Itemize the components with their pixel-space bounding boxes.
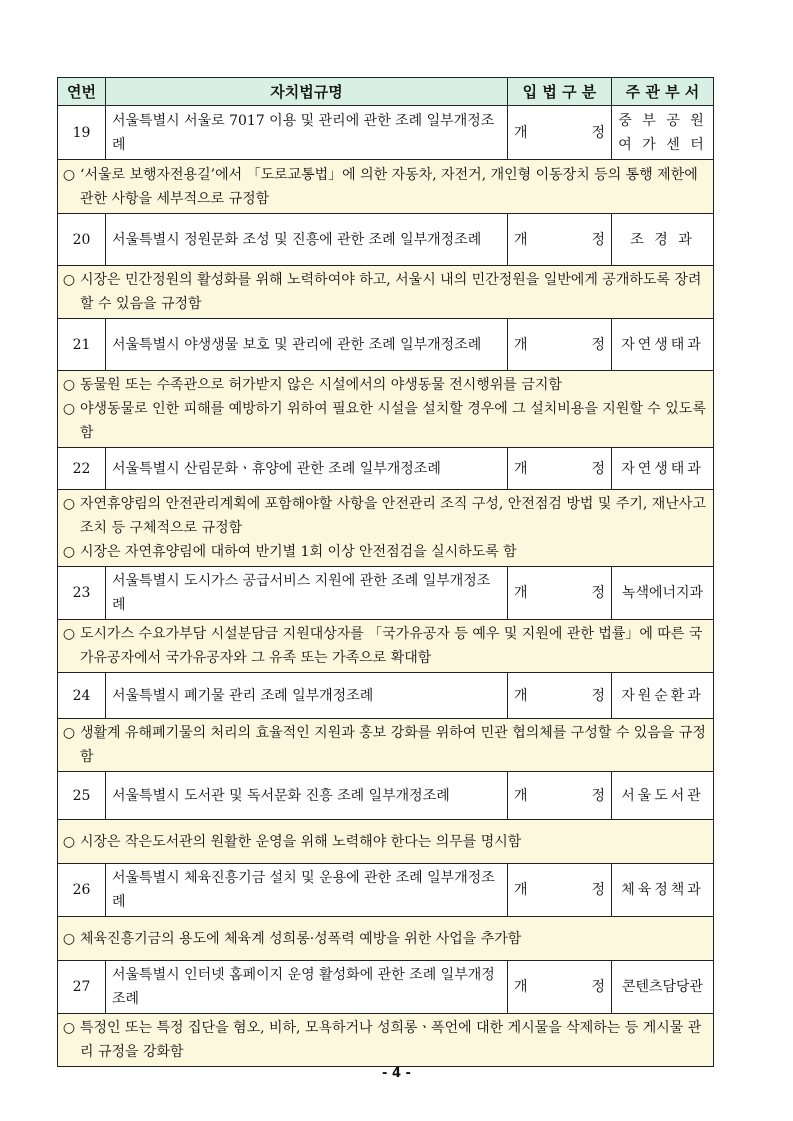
- table-row: [58, 673, 714, 719]
- responsible-department: 녹색에너지과: [612, 567, 714, 620]
- legislation-type-char-2: 정: [591, 882, 605, 898]
- row-number: 20: [58, 214, 106, 266]
- description-item: [62, 830, 707, 854]
- circle-bullet-icon: ○: [62, 377, 76, 393]
- description-cell: [58, 1014, 714, 1067]
- legislation-type-char-1: 개: [514, 336, 528, 353]
- row-number: 27: [58, 961, 106, 1014]
- description-item: [62, 1016, 707, 1064]
- description-text: 시장은 자연휴양림에 대하여 반기별 1회 이상 안전점검을 실시하도록 함: [80, 544, 517, 560]
- ordinance-name: 서울특별시 정원문화 조성 및 진흥에 관한 조례 일부개정조례: [106, 214, 508, 266]
- description-row: [58, 490, 714, 567]
- circle-bullet-icon: ○: [62, 725, 76, 741]
- circle-bullet-icon: ○: [62, 496, 76, 512]
- header-ordinance-name: 자치법규명: [106, 78, 508, 106]
- legislation-type-char-1: 개: [514, 585, 528, 601]
- legislation-type: [508, 106, 612, 160]
- legislation-type-char-2: 정: [591, 585, 605, 601]
- ordinance-name: 서울특별시 체육진흥기금 설치 및 운용에 관한 조례 일부개정조례: [106, 864, 508, 917]
- row-number: 22: [58, 448, 106, 490]
- ordinance-name: 서울특별시 도시가스 공급서비스 지원에 관한 조례 일부개정조례: [106, 567, 508, 620]
- responsible-department: 중 부 공 원 여 가 센 터: [612, 106, 714, 160]
- description-item: [62, 373, 707, 397]
- table-row: [58, 319, 714, 371]
- responsible-department: 체육정책과: [612, 864, 714, 917]
- table-row: [58, 448, 714, 490]
- ordinance-name: 서울특별시 서울로 7017 이용 및 관리에 관한 조례 일부개정조례: [106, 106, 508, 160]
- ordinance-name: 서울특별시 산림문화ㆍ휴양에 관한 조례 일부개정조례: [106, 448, 508, 490]
- circle-bullet-icon: ○: [62, 930, 76, 947]
- description-row: [58, 719, 714, 772]
- description-item: [62, 397, 707, 445]
- legislation-type: [508, 772, 612, 820]
- description-item: [62, 268, 707, 316]
- row-number: 24: [58, 673, 106, 719]
- legislation-type-char-1: 개: [514, 124, 528, 141]
- table-row: [58, 772, 714, 820]
- circle-bullet-icon: ○: [62, 401, 76, 417]
- circle-bullet-icon: ○: [62, 166, 76, 183]
- table-row: [58, 106, 714, 160]
- description-text: 시장은 작은도서관의 원활한 운영을 위해 노력해야 한다는 의무를 명시함: [80, 833, 522, 850]
- description-row: [58, 1014, 714, 1067]
- ordinance-name: 서울특별시 인터넷 홈페이지 운영 활성화에 관한 조례 일부개정조례: [106, 961, 508, 1014]
- legislation-type: [508, 673, 612, 719]
- description-text: 체육진흥기금의 용도에 체육계 성희롱·성폭력 예방을 위한 사업을 추가함: [80, 930, 522, 947]
- responsible-department: 자연생태과: [612, 319, 714, 371]
- legislation-type-char-2: 정: [591, 787, 605, 804]
- description-item: [62, 492, 707, 540]
- description-row: [58, 820, 714, 864]
- row-number: 19: [58, 106, 106, 160]
- table-header-row: [58, 78, 714, 106]
- description-cell: [58, 820, 714, 864]
- circle-bullet-icon: ○: [62, 833, 76, 850]
- circle-bullet-icon: ○: [62, 544, 76, 560]
- legislation-type: [508, 448, 612, 490]
- row-number: 21: [58, 319, 106, 371]
- description-row: [58, 620, 714, 673]
- description-row: [58, 266, 714, 319]
- description-cell: [58, 490, 714, 567]
- description-row: [58, 371, 714, 448]
- description-item: [62, 721, 707, 769]
- legislation-type: [508, 864, 612, 917]
- header-legislation-type: 입 법 구 분: [508, 78, 612, 106]
- description-row: [58, 917, 714, 961]
- description-cell: [58, 266, 714, 319]
- description-item: [62, 622, 707, 670]
- row-number: 26: [58, 864, 106, 917]
- header-number: 연번: [58, 78, 106, 106]
- legislation-type-char-2: 정: [591, 231, 605, 248]
- circle-bullet-icon: ○: [62, 272, 76, 288]
- responsible-department: 자원순환과: [612, 673, 714, 719]
- description-item: [62, 927, 707, 951]
- legislation-type: [508, 214, 612, 266]
- legislation-type-char-1: 개: [514, 231, 528, 248]
- ordinance-name: 서울특별시 폐기물 관리 조례 일부개정조례: [106, 673, 508, 719]
- ordinance-name: 서울특별시 도서관 및 독서문화 진흥 조례 일부개정조례: [106, 772, 508, 820]
- table-row: [58, 864, 714, 917]
- description-cell: [58, 160, 714, 214]
- legislation-type-char-2: 정: [591, 979, 605, 995]
- law-table-container: [57, 77, 713, 1067]
- legislation-type: [508, 567, 612, 620]
- row-number: 25: [58, 772, 106, 820]
- table-row: [58, 961, 714, 1014]
- description-text: 특정인 또는 특정 집단을 혐오, 비하, 모욕하거나 성희롱ㆍ폭언에 대한 게시물을 삭제하는 등 게시물 관리 규정을 강화함: [80, 1020, 702, 1060]
- legislation-type-char-2: 정: [591, 460, 605, 477]
- row-number: 23: [58, 567, 106, 620]
- responsible-department: 콘텐츠담당관: [612, 961, 714, 1014]
- description-text: 동물원 또는 수족관으로 허가받지 않은 시설에서의 야생동물 전시행위를 금지함: [80, 377, 562, 393]
- description-text: 도시가스 수요가부담 시설분담금 지원대상자를 「국가유공자 등 예우 및 지원에 관한 법률」에 따른 국가유공자에서 국가유공자와 그 유족 또는 가족으로 확대함: [80, 626, 703, 666]
- legislation-type-char-1: 개: [514, 687, 528, 704]
- ordinance-name: 서울특별시 야생생물 보호 및 관리에 관한 조례 일부개정조례: [106, 319, 508, 371]
- header-department: 주 관 부 서: [612, 78, 714, 106]
- table-row: [58, 214, 714, 266]
- description-cell: [58, 620, 714, 673]
- legislation-type-char-2: 정: [591, 687, 605, 704]
- description-text: 자연휴양림의 안전관리계획에 포함해야할 사항을 안전관리 조직 구성, 안전점검 방법 및 주기, 재난사고 조치 등 구체적으로 규정함: [80, 496, 706, 536]
- description-cell: [58, 917, 714, 961]
- legislation-type: [508, 319, 612, 371]
- description-text: ‘서울로 보행자전용길’에서 「도로교통법」에 의한 자동차, 자전거, 개인형 이동장치 등의 통행 제한에 관한 사항을 세부적으로 규정함: [80, 166, 698, 207]
- legislation-type-char-2: 정: [591, 336, 605, 353]
- page-number: - 4 -: [382, 1066, 411, 1081]
- responsible-department: 서울도서관: [612, 772, 714, 820]
- responsible-department: 자연생태과: [612, 448, 714, 490]
- legislation-type: [508, 961, 612, 1014]
- description-row: [58, 160, 714, 214]
- legislation-type-char-2: 정: [591, 124, 605, 141]
- description-item: [62, 163, 707, 211]
- circle-bullet-icon: ○: [62, 626, 76, 642]
- responsible-department: 조 경 과: [612, 214, 714, 266]
- description-text: 생활계 유해폐기물의 처리의 효율적인 지원과 홍보 강화를 위하여 민관 협의체를 구성할 수 있음을 규정함: [80, 725, 706, 765]
- ordinance-table: [57, 77, 714, 1067]
- description-text: 야생동물로 인한 피해를 예방하기 위하여 필요한 시설을 설치할 경우에 그 설치비용을 지원할 수 있도록 함: [80, 401, 706, 441]
- description-cell: [58, 371, 714, 448]
- table-row: [58, 567, 714, 620]
- legislation-type-char-1: 개: [514, 460, 528, 477]
- description-text: 시장은 민간정원의 활성화를 위해 노력하여야 하고, 서울시 내의 민간정원을 일반에게 공개하도록 장려할 수 있음을 규정함: [80, 272, 702, 312]
- legislation-type-char-1: 개: [514, 979, 528, 995]
- description-item: [62, 540, 707, 564]
- circle-bullet-icon: ○: [62, 1020, 76, 1036]
- description-cell: [58, 719, 714, 772]
- legislation-type-char-1: 개: [514, 882, 528, 898]
- legislation-type-char-1: 개: [514, 787, 528, 804]
